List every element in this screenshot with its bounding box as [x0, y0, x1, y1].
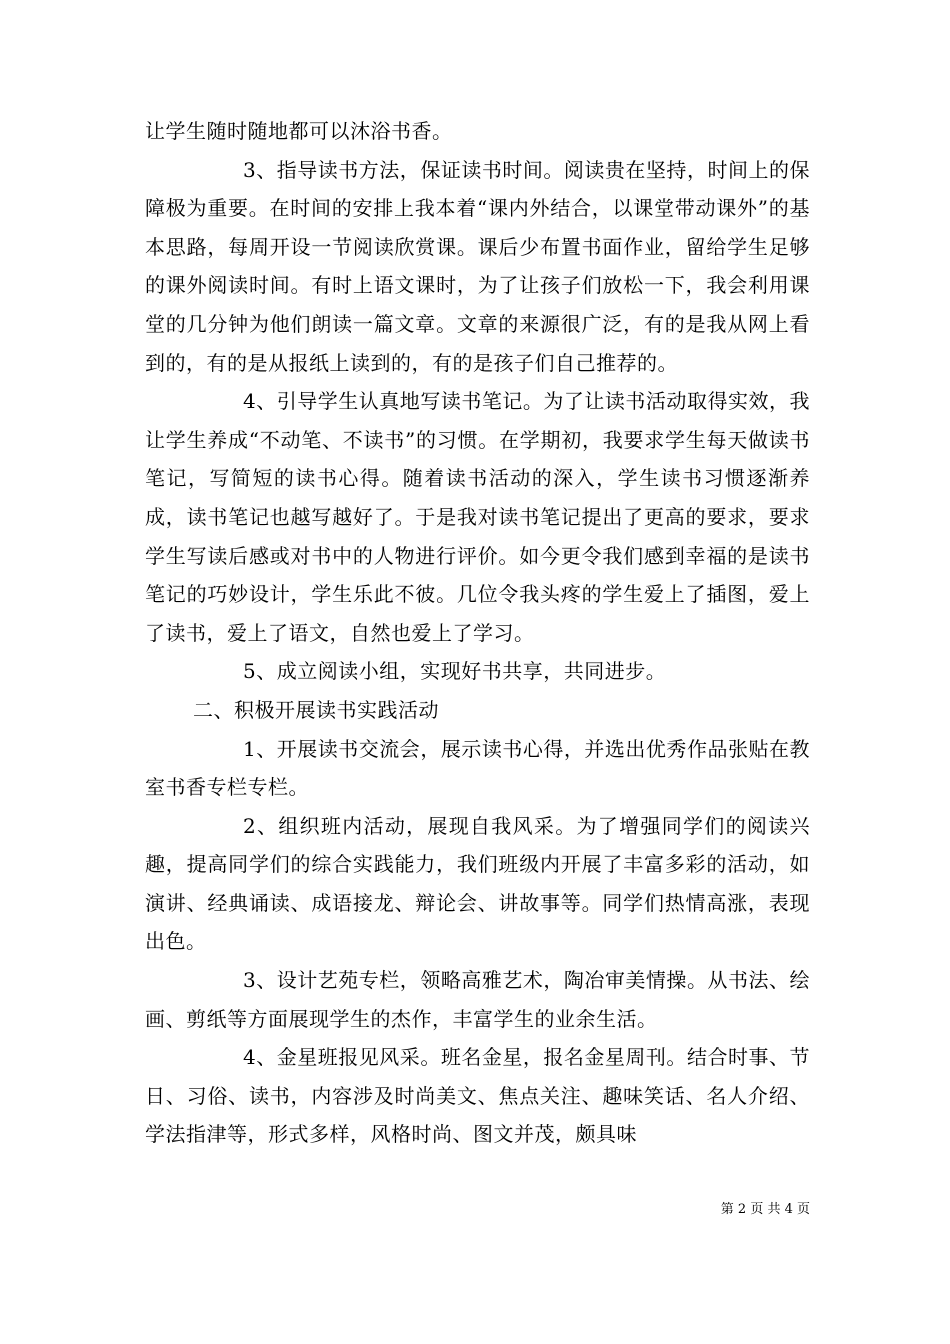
paragraph-art-column: 3、设计艺苑专栏，领略高雅艺术，陶冶审美情操。从书法、绘画、剪纸等方面展现学生的杰作，丰富学生的业余生活。: [145, 968, 810, 1031]
paragraph-class-activities: 2、组织班内活动，展现自我风采。为了增强同学们的阅读兴趣，提高同学们的综合实践能力，我们班级内开展了丰富多彩的活动，如演讲、经典诵读、成语接龙、辩论会、讲故事等。同学们热情高涨，表现出色。: [145, 813, 810, 954]
paragraph-class-newspaper: 4、金星班报见风采。班名金星，报名金星周刊。结合时事、节日、习俗、读书，内容涉及时尚美文、焦点关注、趣味笑话、名人介绍、学法指津等，形式多样，风格时尚、图文并茂，颇具味: [145, 1045, 810, 1147]
paragraph-reading-method: 3、指导读书方法，保证读书时间。阅读贵在坚持，时间上的保障极为重要。在时间的安排上我本着“课内外结合，以课堂带动课外”的基本思路，每周开设一节阅读欣赏课。课后少布置书面作业，留给学生足够的课外阅读时间。有时上语文课时，为了让孩子们放松一下，我会利用课堂的几分钟为他们朗读一篇文章。文章的来源很广泛，有的是我从网上看到的，有的是从报纸上读到的，有的是孩子们自己推荐的。: [145, 157, 810, 375]
section-heading-practice: 二、积极开展读书实践活动: [193, 697, 439, 722]
paragraph-exchange-meeting: 1、开展读书交流会，展示读书心得，并选出优秀作品张贴在教室书香专栏专栏。: [145, 736, 810, 800]
page-number-footer: 第 2 页 共 4 页: [720, 1202, 810, 1217]
document-body: [145, 112, 810, 1154]
paragraph-reading-group: 5、成立阅读小组，实现好书共享，共同进步。: [243, 659, 667, 684]
paragraph-continuation: 让学生随时随地都可以沐浴书香。: [145, 119, 453, 143]
paragraph-reading-notes: 4、引导学生认真地写读书笔记。为了让读书活动取得实效，我让学生养成“不动笔、不读书”的习惯。在学期初，我要求学生每天做读书笔记，写简短的读书心得。随着读书活动的深入，学生读书习惯逐渐养成，读书笔记也越写越好了。于是我对读书笔记提出了更高的要求，要求学生写读后感或对书中的人物进行评价。如今更令我们感到幸福的是读书笔记的巧妙设计，学生乐此不彼。几位令我头疼的学生爱上了插图，爱上了读书，爱上了语文，自然也爱上了学习。: [145, 389, 810, 645]
